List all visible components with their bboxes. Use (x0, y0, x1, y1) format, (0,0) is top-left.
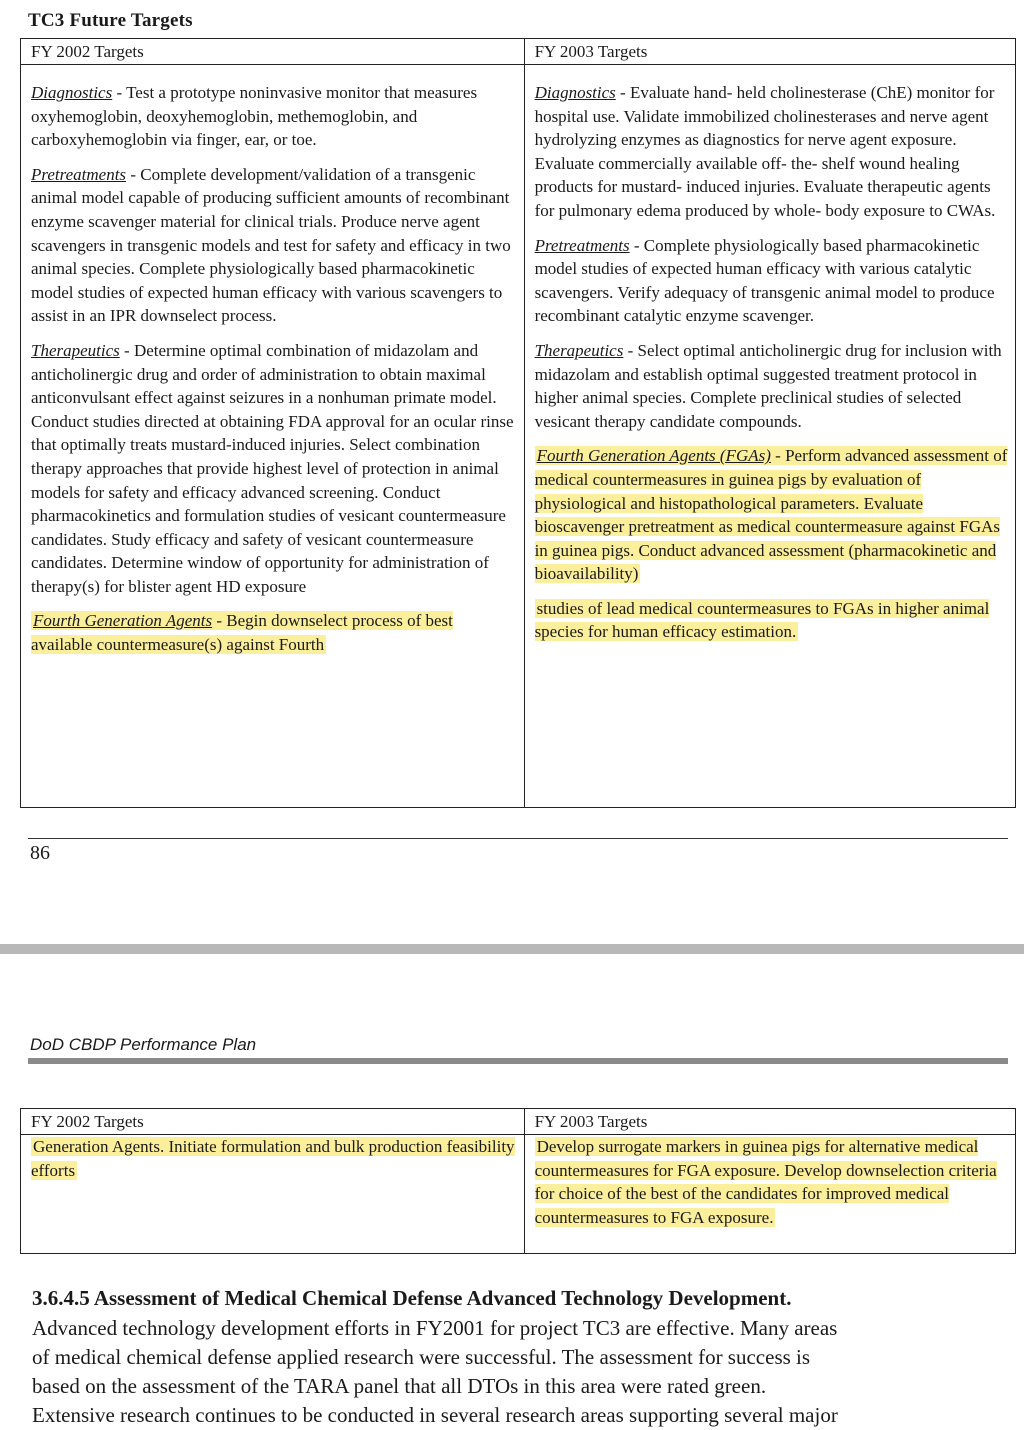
paragraph-line: Advanced technology development efforts in FY2001 for project TC3 are effective. Many areas (32, 1316, 838, 1340)
fy2003-pretreatments-entry: Pretreatments - Complete physiologically based pharmacokinetic model studies of expected human efficacy with various catalytic scavengers. Verify adequacy of transgenic animal model to produce recombinant catalytic enzyme scavenger. (534, 235, 995, 326)
paragraph-line: Extensive research continues to be conducted in several research areas supporting several major (32, 1403, 838, 1427)
table-body-row (21, 1135, 1016, 1254)
targets-table-continued (20, 1108, 1016, 1254)
table-header-row (21, 39, 1016, 65)
targets-table-page-86 (20, 38, 1016, 808)
section-title: TC3 Future Targets (28, 10, 193, 31)
fy2003-diagnostics-entry: Diagnostics - Evaluate hand- held cholinesterase (ChE) monitor for hospital use. Validate immobilized cholinesterases and nerve agent hydrolyzing enzymes as diagnostics for nerve agent exposure. Evaluate commercially available off- the- shelf wound healing products for mustard- induced injuries. Evaluate therapeutic agents for pulmonary edema produced by whole- body exposure to CWAs. (534, 83, 996, 220)
page-separator (0, 944, 1024, 954)
fy2002-header: FY 2002 Targets (21, 1109, 525, 1135)
fy2002-continued-cell: Generation Agents. Initiate formulation and bulk production feasibility efforts (21, 1135, 525, 1254)
running-head-rule (28, 1058, 1008, 1064)
fy2002-diagnostics-entry: Diagnostics - Test a prototype noninvasive monitor that measures oxyhemoglobin, deoxyhemoglobin, methemoglobin, and carboxyhemoglobin via finger, ear, or toe. (31, 83, 478, 150)
table-header-row (21, 1109, 1016, 1135)
fy2002-targets-cell (21, 65, 525, 808)
section-heading: 3.6.4.5 Assessment of Medical Chemical Defense Advanced Technology Development. (32, 1286, 792, 1310)
fy2003-header: FY 2003 Targets (524, 39, 1015, 65)
paragraph-line: of medical chemical defense applied research were successful. The assessment for success is (32, 1345, 811, 1369)
fy2003-fga-entry: Fourth Generation Agents (FGAs) - Perform advanced assessment of medical countermeasures in guinea pigs by evaluation of physiological and histopathological parameters. Evaluate bioscavenger pretreatment as medical countermeasure against FGAs in guinea pigs. Conduct advanced assessment (pharmacokinetic and bioavailability) (534, 446, 1008, 584)
fy2002-header: FY 2002 Targets (21, 39, 525, 65)
fy2002-fga-entry: Fourth Generation Agents - Begin downselect process of best available countermeasure(s) against Fourth (31, 611, 453, 655)
fy2003-targets-cell (524, 65, 1015, 808)
paragraph-line: based on the assessment of the TARA panel that all DTOs in this area were rated green. (32, 1374, 767, 1398)
section-paragraph (32, 1314, 1002, 1430)
page-number: 86 (30, 842, 50, 864)
fy2002-pretreatments-entry: Pretreatments - Complete development/validation of a transgenic animal model capable of producing sufficient amounts of recombinant enzyme scavenger material for clinical trials. Produce nerve agent scavengers in transgenic models and test for safety and efficacy in two animal species. Complete physiologically based pharmacokinetic model studies of expected human efficacy with various scavengers to assist in an IPR downselect process. (31, 164, 511, 326)
fy2003-header: FY 2003 Targets (524, 1109, 1015, 1135)
fy2003-fga-continuation: studies of lead medical countermeasures to FGAs in higher animal species for human efficacy estimation. (534, 598, 990, 642)
fy2003-therapeutics-entry: Therapeutics - Select optimal anticholinergic drug for inclusion with midazolam and establish optimal suggested treatment protocol in higher animal species. Complete preclinical studies of selected vesicant therapy candidate compounds. (534, 340, 1002, 431)
page-footer-rule (28, 838, 1008, 839)
fy2003-continued-cell: Develop surrogate markers in guinea pigs for alternative medical countermeasures for FGA exposure. Develop downselection criteria for choice of the best of the candidates for improved medical countermeasures to FGA exposure. (524, 1135, 1015, 1254)
table-body-row (21, 65, 1016, 808)
fy2002-therapeutics-entry: Therapeutics - Determine optimal combination of midazolam and anticholinergic drug and order of administration to obtain maximal anticonvulsant effect against seizures in a nonhuman primate model. Conduct studies directed at obtaining FDA approval for an ocular rinse that optimally treats mustard-induced injuries. Select combination therapy approaches that provide highest level of protection in animal models for safety and efficacy advanced screening. Conduct pharmacokinetics and formulation studies of vesicant countermeasure candidates. Study efficacy and safety of vesicant countermeasure candidates. Determine window of opportunity for administration of therapy(s) for blister agent HD exposure (31, 340, 514, 596)
running-head: DoD CBDP Performance Plan (30, 1035, 257, 1054)
